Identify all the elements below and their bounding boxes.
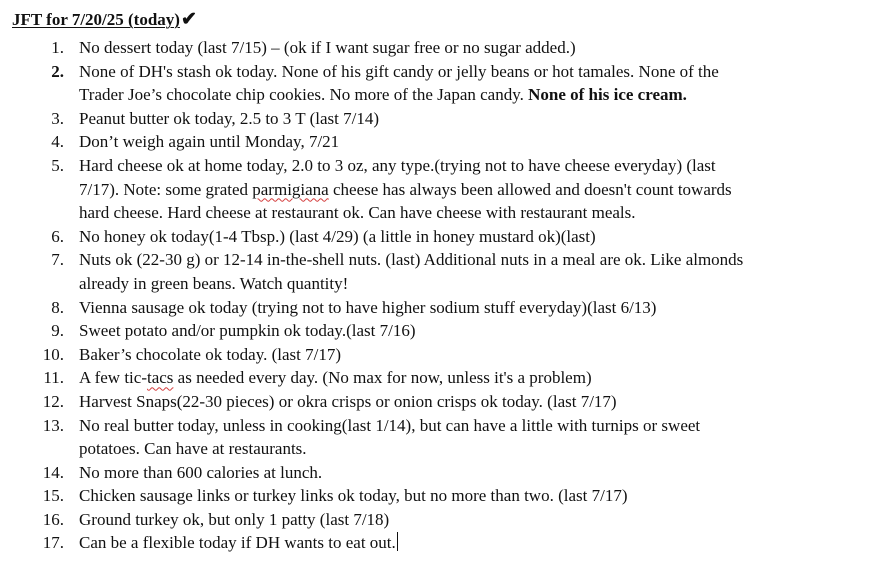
list-number: 10. xyxy=(42,344,64,364)
list-item xyxy=(0,296,887,320)
item-text-part: Trader Joe’s chocolate chip cookies. No more of the Japan candy. xyxy=(79,85,529,105)
item-text: Chicken sausage links or turkey links ok today, but no more than two. (last 7/17) xyxy=(79,486,628,506)
list-item xyxy=(0,154,887,225)
item-text: Ground turkey ok, but only 1 patty (last 7/18) xyxy=(79,509,390,529)
list-number: 8. xyxy=(51,297,64,317)
list-number: 11. xyxy=(43,368,64,388)
item-text-continued: potatoes. Can have at restaurants. xyxy=(79,439,307,459)
list-number: 4. xyxy=(51,132,64,152)
list-item xyxy=(0,414,887,461)
title-text: JFT for 7/20/25 (today) xyxy=(12,10,180,29)
item-text: Harvest Snaps(22-30 pieces) or okra crisps or onion crisps ok today. (last 7/17) xyxy=(79,391,617,411)
list-item xyxy=(0,508,887,532)
list-number: 17. xyxy=(42,533,64,553)
list-number: 7. xyxy=(51,250,64,270)
item-text-continued xyxy=(79,83,883,107)
list-number: 6. xyxy=(51,226,64,246)
checkmark-icon: ✔ xyxy=(180,9,197,30)
list-number: 14. xyxy=(42,462,64,482)
item-text-continued: already in green beans. Watch quantity! xyxy=(79,273,349,293)
list-item xyxy=(0,366,887,390)
list-item xyxy=(0,36,887,60)
list-number: 1. xyxy=(51,38,64,57)
list-number: 9. xyxy=(51,321,64,341)
item-text: None of DH's stash ok today. None of his gift candy or jelly beans or hot tamales. None of the xyxy=(79,61,719,81)
item-text-part: A few tic- xyxy=(79,368,147,388)
item-text-with-caret xyxy=(79,531,883,555)
document-title xyxy=(12,9,197,31)
list-item xyxy=(0,319,887,343)
item-text: Peanut butter ok today, 2.5 to 3 T (last 7/14) xyxy=(79,108,379,128)
spellcheck-flagged-word[interactable]: tacs xyxy=(146,368,174,388)
item-text-part: as needed every day. (No max for now, unless it's a problem) xyxy=(173,368,592,388)
item-text: Don’t weigh again until Monday, 7/21 xyxy=(79,132,340,152)
item-text-continued xyxy=(79,178,883,202)
item-text: Hard cheese ok at home today, 2.0 to 3 oz, any type.(trying not to have cheese everyday) (last xyxy=(79,155,716,175)
item-text-part: Can be a flexible today if DH wants to eat out. xyxy=(79,533,396,553)
list-item xyxy=(0,130,887,154)
list-number: 13. xyxy=(42,415,64,435)
list-number: 15. xyxy=(42,486,64,506)
list-number: 12. xyxy=(42,391,64,411)
spellcheck-flagged-word[interactable]: parmigiana xyxy=(252,179,329,199)
item-text: Sweet potato and/or pumpkin ok today.(last 7/16) xyxy=(79,321,416,341)
item-text: Baker’s chocolate ok today. (last 7/17) xyxy=(79,344,342,364)
list-number: 2. xyxy=(51,61,64,81)
item-text: No real butter today, unless in cooking(last 1/14), but can have a little with turnips or sweet xyxy=(79,415,701,435)
item-text-continued: hard cheese. Hard cheese at restaurant ok. Can have cheese with restaurant meals. xyxy=(79,203,636,223)
list-item xyxy=(0,60,887,107)
list-item xyxy=(0,107,887,131)
item-text-part: cheese has always been allowed and doesn't count towards xyxy=(328,179,732,199)
text-cursor xyxy=(397,532,398,551)
list-item xyxy=(0,390,887,414)
list-item xyxy=(0,248,887,295)
item-text: Nuts ok (22-30 g) or 12-14 in-the-shell nuts. (last) Additional nuts in a meal are ok. Like almonds xyxy=(79,250,744,270)
list-item xyxy=(0,531,887,555)
item-text xyxy=(79,366,883,390)
list-number: 16. xyxy=(42,509,64,529)
list-number: 3. xyxy=(51,108,64,128)
item-bold-text: None of his ice cream. xyxy=(528,85,687,105)
list-item xyxy=(0,343,887,367)
list-item xyxy=(0,461,887,485)
list-item xyxy=(0,225,887,249)
item-text-part: 7/17). Note: some grated xyxy=(79,179,253,199)
item-text: No honey ok today(1-4 Tbsp.) (last 4/29) (a little in honey mustard ok)(last) xyxy=(79,226,596,246)
item-text: Vienna sausage ok today (trying not to have higher sodium stuff everyday)(last 6/13) xyxy=(79,297,657,317)
numbered-list xyxy=(0,36,887,555)
item-text: No dessert today (last 7/15) – (ok if I want sugar free or no sugar added.) xyxy=(79,38,576,57)
list-number: 5. xyxy=(51,155,64,175)
item-text: No more than 600 calories at lunch. xyxy=(79,462,323,482)
list-item xyxy=(0,484,887,508)
